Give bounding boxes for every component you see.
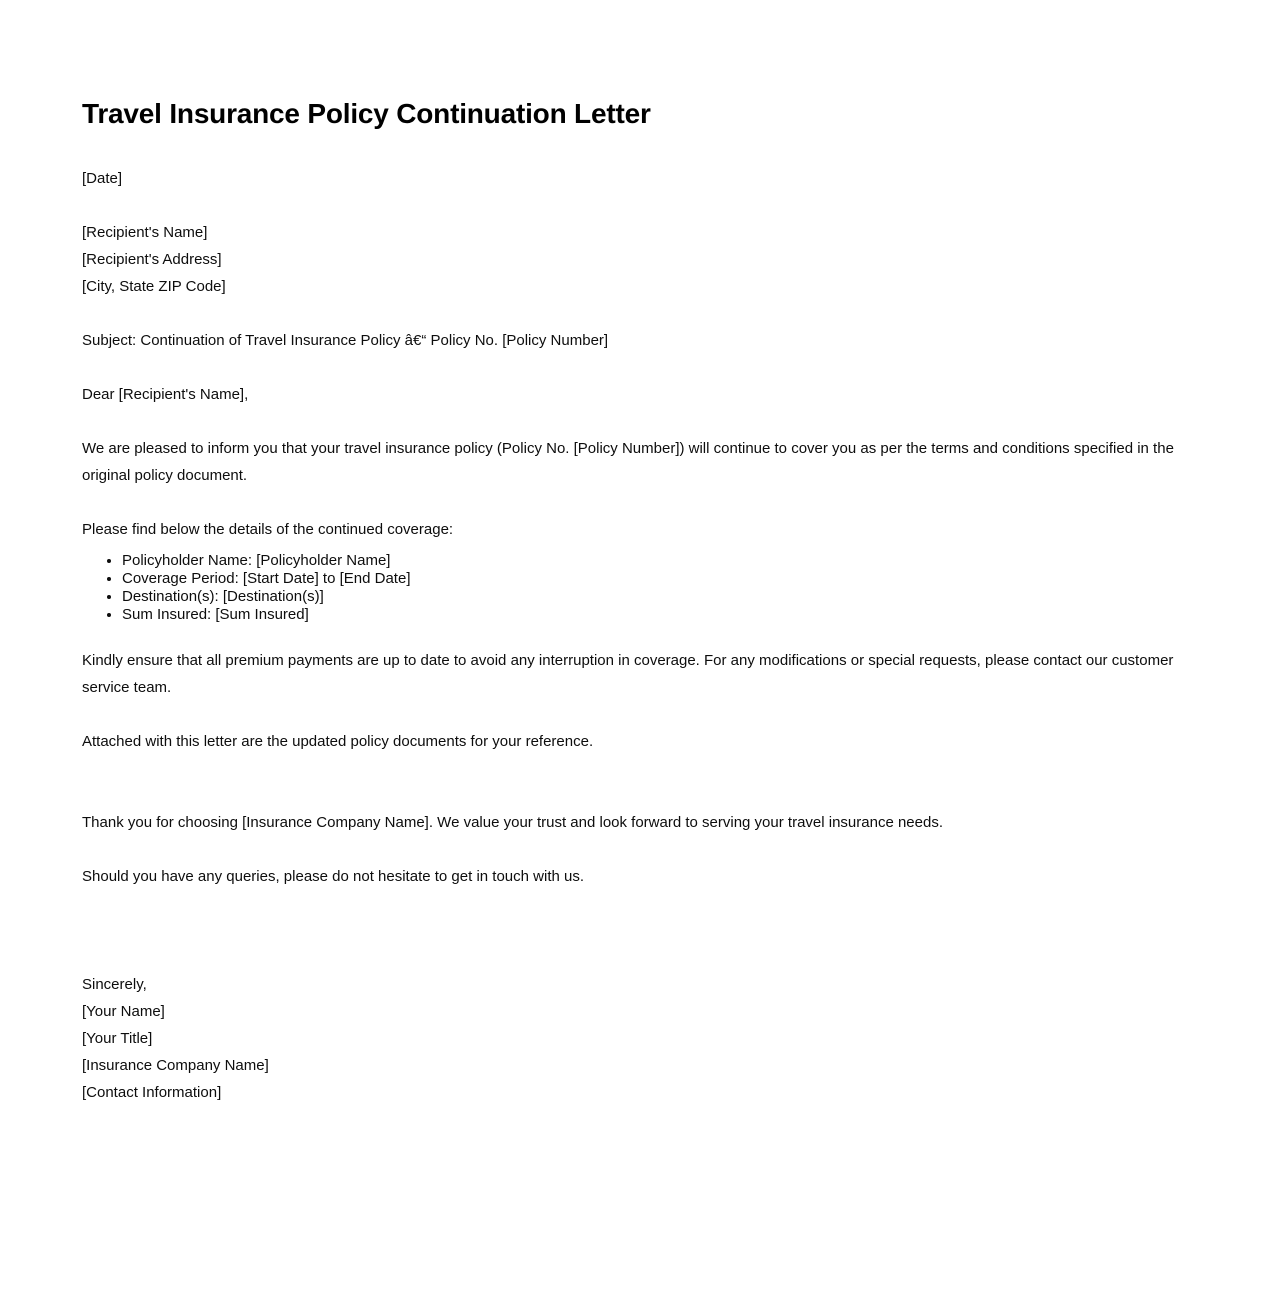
signature-spacer-one — [82, 917, 1182, 944]
recipient-name: [Recipient's Name] — [82, 224, 208, 241]
list-item: • Policyholder Name: [Policyholder Name] — [122, 552, 1182, 570]
salutation: Dear [Recipient's Name], — [82, 386, 249, 403]
signature-company: [Insurance Company Name] — [82, 1057, 269, 1074]
queries-paragraph: Should you have any queries, please do not hesitate to get in touch with us. — [82, 868, 585, 885]
attachment-notice-paragraph: Attached with this letter are the updated policy documents for your reference. — [82, 733, 594, 750]
page-title: Travel Insurance Policy Continuation Letter — [82, 98, 651, 129]
letter-document — [82, 96, 1182, 1106]
signature-closing: Sincerely, — [82, 976, 147, 993]
signature-title: [Your Title] — [82, 1030, 153, 1047]
thank-you-paragraph: Thank you for choosing [Insurance Company Name]. We value your trust and look forward to serving your travel insurance needs. — [82, 814, 943, 831]
list-item: • Sum Insured: [Sum Insured] — [122, 606, 1182, 624]
signature-spacer-two — [82, 944, 1182, 971]
premium-notice-paragraph: Kindly ensure that all premium payments are up to date to avoid any interruption in coverage. For any modifications or special requests, please contact our customer service team. — [82, 652, 1174, 696]
list-item: • Destination(s): [Destination(s)] — [122, 588, 1182, 606]
signature-name: [Your Name] — [82, 1003, 165, 1020]
subject-line: Subject: Continuation of Travel Insurance Policy â€“ Policy No. [Policy Number] — [82, 332, 609, 349]
date-placeholder: [Date] — [82, 170, 123, 187]
coverage-details-lead: Please find below the details of the continued coverage: — [82, 521, 454, 538]
paragraph-spacer — [82, 782, 1182, 809]
signature-block — [82, 971, 1182, 1106]
coverage-details-list — [82, 552, 1182, 624]
list-item: • Coverage Period: [Start Date] to [End Date] — [122, 570, 1182, 588]
recipient-address: [Recipient's Address] — [82, 251, 222, 268]
intro-paragraph: We are pleased to inform you that your travel insurance policy (Policy No. [Policy Number]) will continue to cover you as per the terms and conditions specified in the original policy document. — [82, 440, 1174, 484]
recipient-address-block — [82, 219, 1182, 300]
signature-contact: [Contact Information] — [82, 1084, 222, 1101]
recipient-city-state-zip: [City, State ZIP Code] — [82, 278, 226, 295]
